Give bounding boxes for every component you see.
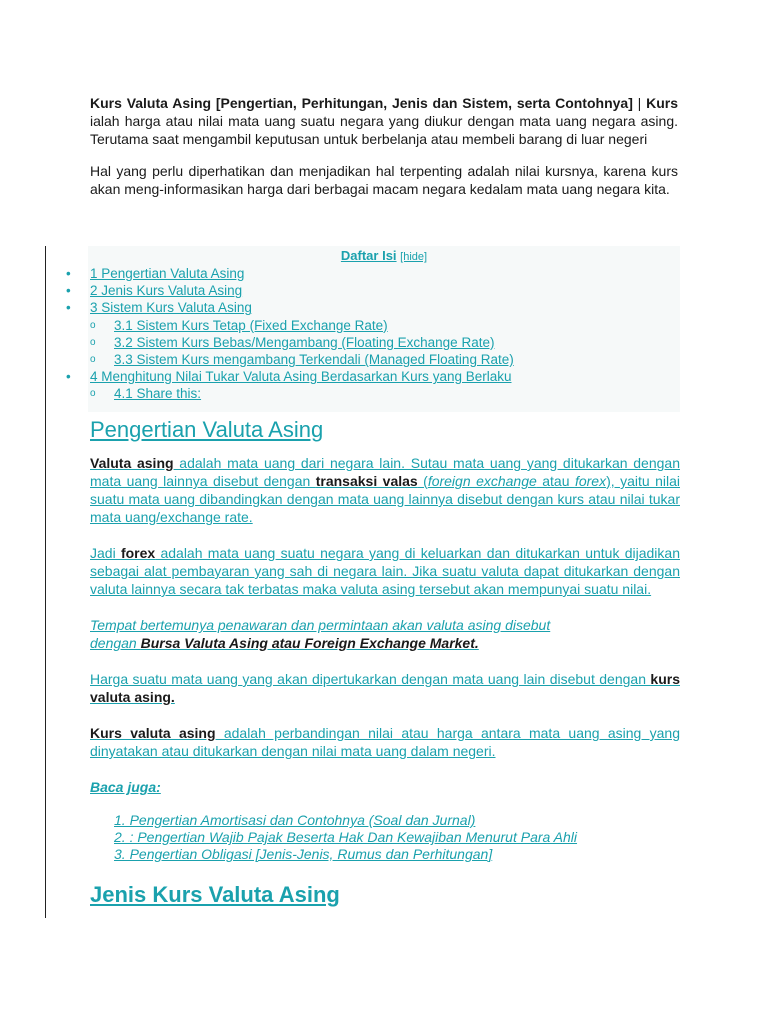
intro-paragraph: Kurs Valuta Asing [Pengertian, Perhitungan, Jenis dan Sistem, serta Contohnya] | Kurs ialah harga atau nilai mata uang suatu negara yang diukur dengan mata uang negara asing. Terutama saat mengambil keputusan untuk berbelanja atau membeli barang di luar negeri bbox=[90, 95, 678, 147]
paragraph-harga: Harga suatu mata uang yang akan dipertukarkan dengan mata uang lain disebut dengan kurs valuta asing. bbox=[90, 671, 680, 705]
toc-item[interactable]: • 2 Jenis Kurs Valuta Asing bbox=[66, 283, 243, 299]
toc-bullet: o bbox=[90, 388, 96, 400]
toc-item[interactable]: • 1 Pengertian Valuta Asing bbox=[66, 266, 245, 281]
toc-subitem[interactable]: o 3.2 Sistem Kurs Bebas/Mengambang (Floating Exchange Rate) bbox=[90, 334, 495, 350]
related-links-list bbox=[114, 812, 680, 863]
toc-title bbox=[88, 248, 680, 263]
paragraph-valuta-asing: Valuta asing adalah mata uang dari negara lain. Sutau mata uang yang ditukarkan dengan mata uang lainnya disebut dengan transaksi valas (foreign exchange atau forex), yaitu nilai suatu mata uang dibandingkan dengan mata uang lainnya disebut dengan kurs atau nilai tukar mata uang/exchange rate. bbox=[90, 455, 680, 525]
paragraph-bursa: Tempat bertemunya penawaran dan permintaan akan valuta asing disebut dengan Bursa Valuta Asing atau Foreign Exchange Market. bbox=[90, 617, 551, 651]
related-link[interactable]: 3. Pengertian Obligasi [Jenis-Jenis, Rumus dan Perhitungan] bbox=[114, 846, 493, 862]
section-pengertian bbox=[90, 416, 680, 863]
paragraph-kurs-valuta: Kurs valuta asing adalah perbandingan nilai atau harga antara mata uang asing yang dinyatakan atau ditukarkan dengan nilai mata uang dalam negeri. bbox=[90, 725, 680, 759]
toc-subitem[interactable]: o 4.1 Share this: bbox=[90, 386, 202, 402]
toc-subitem[interactable]: o 3.3 Sistem Kurs mengambang Terkendali (Managed Floating Rate) bbox=[90, 352, 514, 368]
toc-item[interactable]: • 4 Menghitung Nilai Tukar Valuta Asing Berdasarkan Kurs yang Berlaku bbox=[66, 369, 512, 385]
intro-paragraph-2: Hal yang perlu diperhatikan dan menjadikan hal terpenting adalah nilai kursnya, karena kurs akan meng-informasikan harga dari berbagai macam negara kedalam mata uang negara kita. bbox=[90, 163, 678, 197]
intro-section bbox=[90, 94, 678, 198]
toc-bullet: o bbox=[90, 354, 96, 366]
article-title: Kurs Valuta Asing [Pengertian, Perhitungan, Jenis dan Sistem, serta Contohnya] bbox=[90, 95, 633, 111]
toc-bullet: • bbox=[66, 300, 71, 316]
kurs-term: Kurs bbox=[646, 95, 678, 111]
toc-bullet: • bbox=[66, 283, 71, 299]
section-heading-jenis[interactable]: Jenis Kurs Valuta Asing bbox=[90, 882, 340, 907]
kurs-definition: ialah harga atau nilai mata uang suatu negara yang diukur dengan mata uang negara asing. Terutama saat mengambil keputusan untuk berbelanja atau membeli barang di luar negeri bbox=[90, 113, 678, 147]
section-heading-pengertian[interactable]: Pengertian Valuta Asing bbox=[90, 417, 324, 442]
related-link[interactable]: 2. : Pengertian Wajib Pajak Beserta Hak Dan Kewajiban Menurut Para Ahli bbox=[114, 829, 578, 845]
toc-subitem[interactable]: o 3.1 Sistem Kurs Tetap (Fixed Exchange Rate) bbox=[90, 317, 388, 333]
related-link[interactable]: 1. Pengertian Amortisasi dan Contohnya (Soal dan Jurnal) bbox=[114, 812, 476, 828]
toc-item[interactable]: • 3 Sistem Kurs Valuta Asing bbox=[66, 300, 252, 316]
paragraph-forex: Jadi forex adalah mata uang suatu negara yang di keluarkan dan ditukarkan untuk dijadikan sebagai alat pembayaran yang sah di negara lain. Jika suatu valuta dapat ditukarkan dengan valuta lainnya secara tak terbatas maka valuta asing tersebut akan mempunyai suatu nilai. bbox=[90, 545, 680, 597]
toc-bullet: • bbox=[66, 369, 71, 385]
toc-heading: Daftar Isi bbox=[340, 248, 397, 263]
section-jenis bbox=[90, 881, 680, 909]
toc-bullet: o bbox=[90, 319, 96, 331]
left-margin-rule bbox=[45, 246, 46, 918]
baca-juga-label: Baca juga: bbox=[90, 779, 161, 795]
toc-bullet: • bbox=[66, 266, 71, 281]
toc-list bbox=[66, 265, 686, 403]
toc-bullet: o bbox=[90, 336, 96, 348]
toc-hide-link[interactable]: [hide] bbox=[400, 251, 428, 263]
